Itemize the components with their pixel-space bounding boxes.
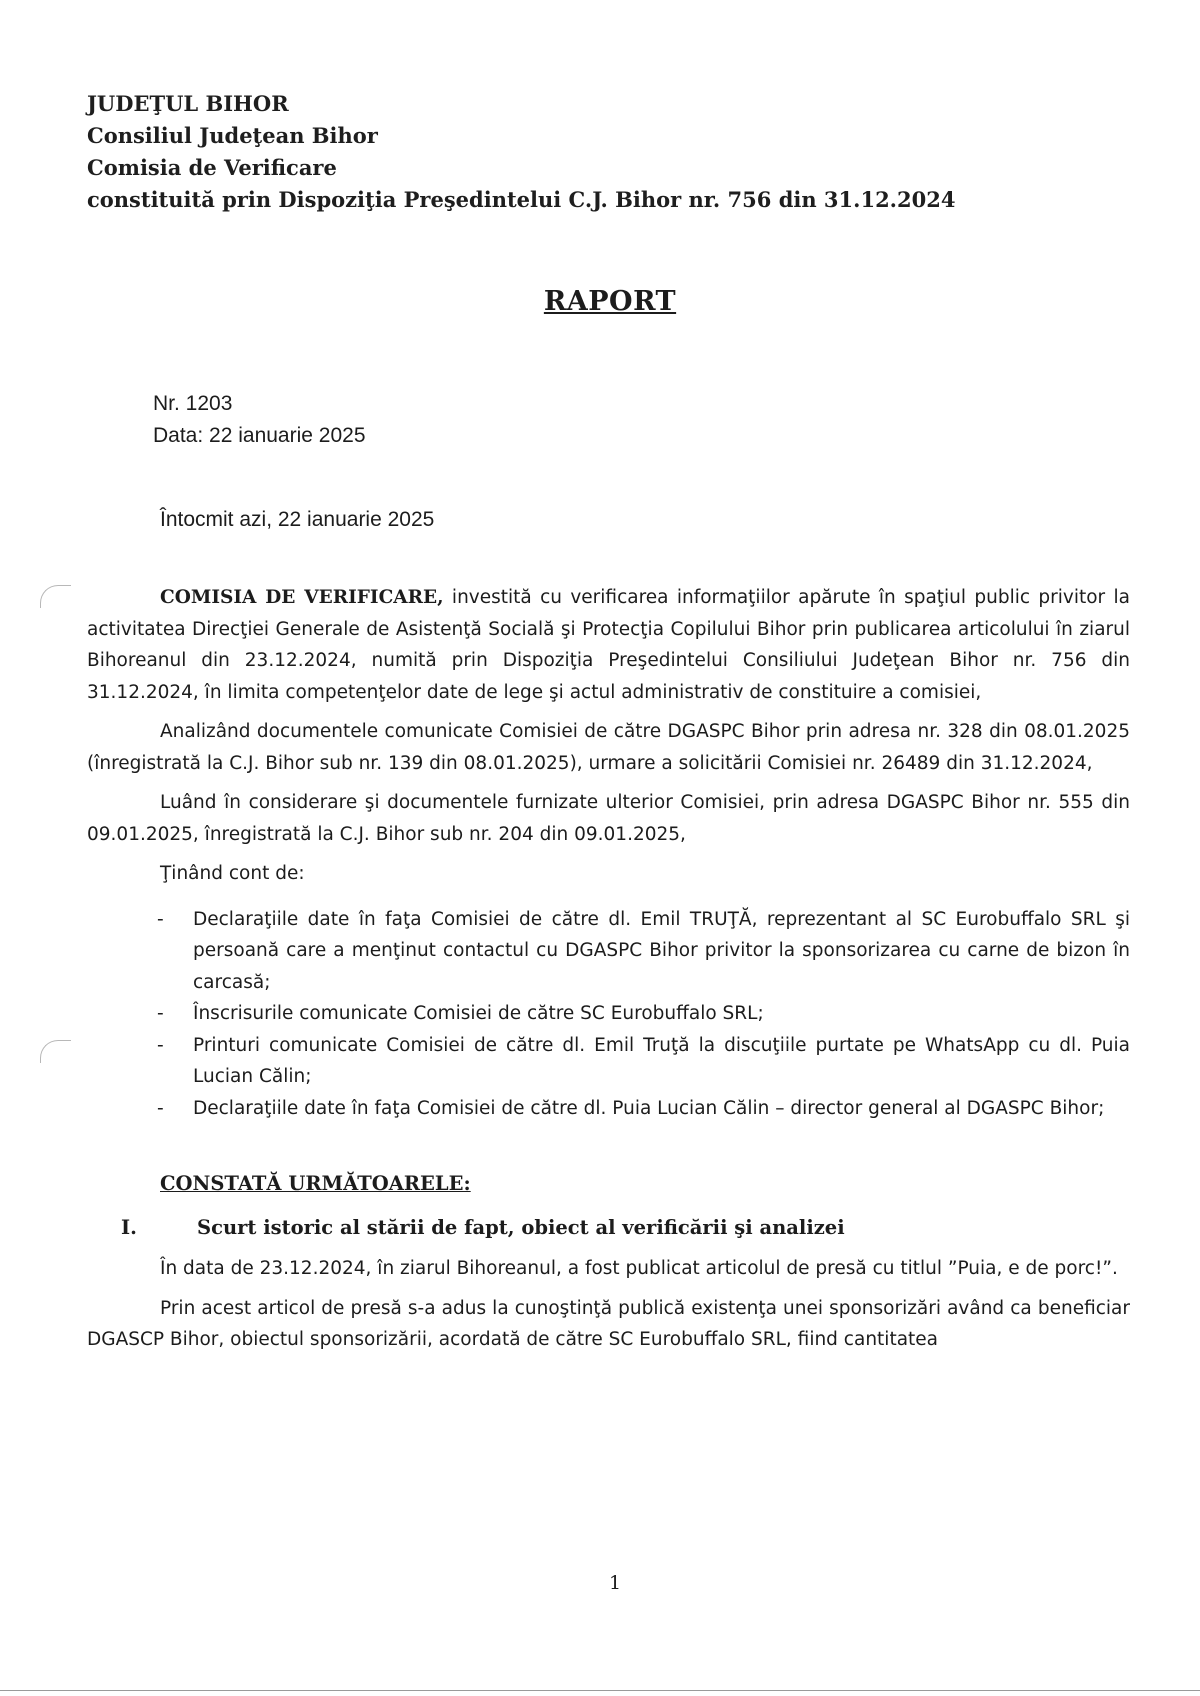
document-number: Nr. 1203 xyxy=(153,392,233,415)
section-heading xyxy=(87,1212,1130,1244)
document-header xyxy=(87,88,955,216)
header-council: Consiliul Judeţean Bihor xyxy=(87,123,378,148)
header-county: JUDEŢUL BIHOR xyxy=(87,91,289,116)
list-item: - Declaraţiile date în faţa Comisiei de către dl. Puia Lucian Călin – director general al DGASPC Bihor; xyxy=(193,1093,1130,1125)
scan-mark xyxy=(40,585,71,608)
page-number: 1 xyxy=(608,1572,622,1594)
scan-edge-line xyxy=(0,1690,1200,1691)
section-paragraph: În data de 23.12.2024, în ziarul Bihoreanul, a fost publicat articolul de presă cu titlul ”Puia, e de porc!”. xyxy=(160,1258,1118,1279)
intro-paragraph xyxy=(87,582,1130,708)
paragraph-taking-into-account: Ţinând cont de: xyxy=(160,863,305,884)
section-number: I. xyxy=(121,1215,137,1239)
findings-heading: CONSTATĂ URMĂTOARELE: xyxy=(160,1172,471,1195)
section-title: Scurt istoric al stării de fapt, obiect al verificării şi analizei xyxy=(197,1215,845,1239)
considerations-list xyxy=(87,904,1130,1125)
intro-text: investită cu verificarea informaţiilor apărute în spaţiul public privitor la activitatea Direcţiei Generale de Asistenţă Socială şi Protecţia Copilului Bihor prin publicarea articolului în ziarul Bihoreanul din 23.12.2024, numită prin Dispoziţia Preşedintelui Consiliului Judeţean Bihor nr. 756 din 31.12.2024, în limita competenţelor date de lege şi actul administrativ de constituire a comisiei, xyxy=(87,587,1130,703)
paragraph-analyzing: Analizând documentele comunicate Comisiei de către DGASPC Bihor prin adresa nr. 328 din 08.01.2025 (înregistrată la C.J. Bihor sub nr. 139 din 08.01.2025), urmare a solicitării Comisiei nr. 26489 din 31.12.2024, xyxy=(87,721,1130,774)
header-constitution: constituită prin Dispoziţia Preşedintelui C.J. Bihor nr. 756 din 31.12.2024 xyxy=(87,187,956,212)
document-body xyxy=(87,582,1130,1364)
intro-lead: COMISIA DE VERIFICARE, xyxy=(160,587,444,608)
composed-date: Întocmit azi, 22 ianuarie 2025 xyxy=(160,508,435,531)
document-title: RAPORT xyxy=(543,286,677,317)
document-date: Data: 22 ianuarie 2025 xyxy=(153,424,366,447)
document-meta xyxy=(153,388,366,452)
section-paragraph: Prin acest articol de presă s-a adus la cunoştinţă publică existenţa unei sponsorizări având ca beneficiar DGASCP Bihor, obiectul sponsorizării, acordată de către SC Eurobuffalo SRL, fiind cantitatea xyxy=(87,1297,1130,1350)
list-item: - Declaraţiile date în faţa Comisiei de către dl. Emil TRUŢĂ, reprezentant al SC Eurobuffalo SRL şi persoană care a menţinut contactul cu DGASPC Bihor privitor la sponsorizarea cu carne de bizon în carcasă; xyxy=(193,904,1130,999)
list-item: - Printuri comunicate Comisiei de către dl. Emil Truţă la discuţiile purtate pe WhatsApp cu dl. Puia Lucian Călin; xyxy=(193,1030,1130,1093)
paragraph-considering: Luând în considerare şi documentele furnizate ulterior Comisiei, prin adresa DGASPC Bihor nr. 555 din 09.01.2025, înregistrată la C.J. Bihor sub nr. 204 din 09.01.2025, xyxy=(87,792,1130,845)
scan-mark xyxy=(40,1040,71,1063)
list-item: - Înscrisurile comunicate Comisiei de către SC Eurobuffalo SRL; xyxy=(193,998,1130,1030)
header-commission: Comisia de Verificare xyxy=(87,155,337,180)
